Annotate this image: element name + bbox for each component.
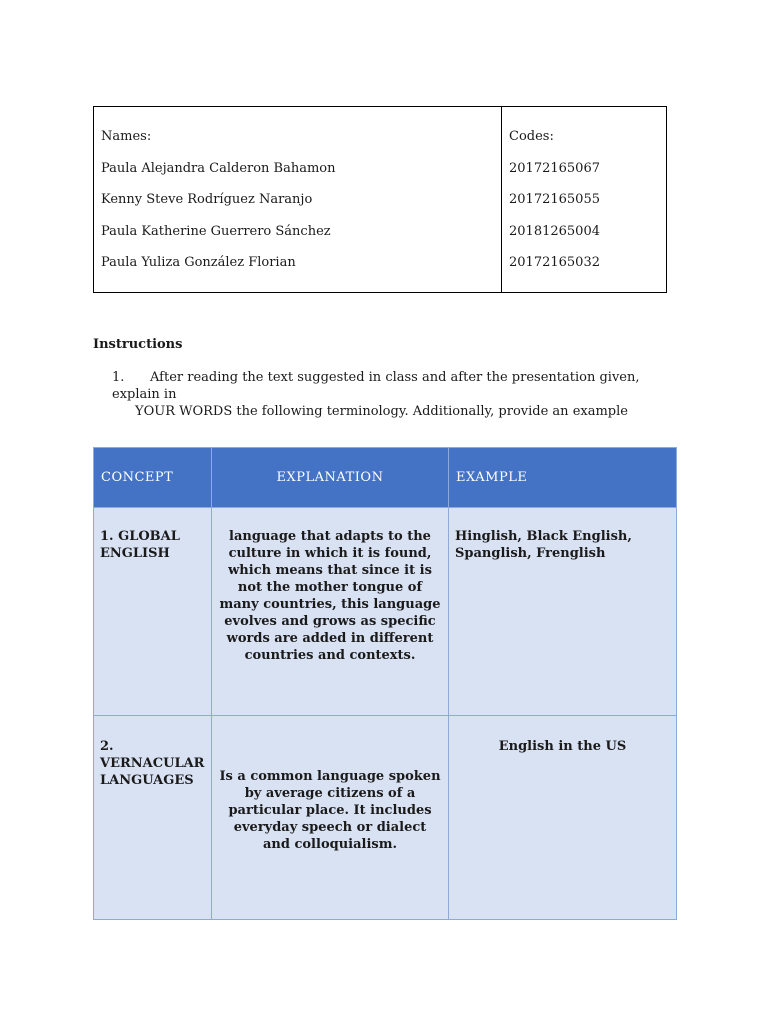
explanation-cell: language that adapts to the culture in which it is found, which means that since it is not the mother tongue of many countries, this language evolves and grows as specific words are added in different countries and contexts. — [212, 508, 449, 716]
example-cell: English in the US — [449, 716, 677, 920]
instruction-item — [112, 369, 672, 420]
example-cell: Hinglish, Black English, Spanglish, Frenglish — [449, 508, 677, 716]
concept-cell: 1. GLOBAL ENGLISH — [94, 508, 212, 716]
concept-cell: 2. VERNACULAR LANGUAGES — [94, 716, 212, 920]
student-code: 20172165055 — [509, 192, 600, 207]
concept-table — [93, 447, 677, 920]
student-name: Paula Alejandra Calderon Bahamon — [101, 160, 336, 176]
table-header-row — [94, 448, 677, 508]
header-example: EXAMPLE — [449, 448, 677, 508]
student-name: Paula Katherine Guerrero Sánchez — [101, 223, 331, 239]
instruction-text-line2: YOUR WORDS the following terminology. Additionally, provide an example — [135, 404, 628, 419]
header-concept: CONCEPT — [94, 448, 212, 508]
instruction-text-line1: After reading the text suggested in class and after the presentation given, explain in — [112, 370, 640, 402]
codes-column — [502, 107, 666, 292]
student-name: Paula Yuliza González Florian — [101, 255, 296, 270]
instruction-number: 1. — [112, 370, 125, 385]
instructions-heading: Instructions — [93, 337, 183, 352]
codes-label: Codes: — [509, 129, 554, 144]
table-row — [94, 716, 677, 920]
names-column — [94, 107, 502, 292]
header-explanation: EXPLANATION — [212, 448, 449, 508]
student-name: Kenny Steve Rodríguez Naranjo — [101, 192, 313, 207]
student-code: 20172165032 — [509, 255, 600, 270]
explanation-cell: Is a common language spoken by average citizens of a particular place. It includes everyday speech or dialect and colloquialism. — [212, 716, 449, 920]
names-codes-table — [93, 106, 667, 293]
student-code: 20172165067 — [509, 160, 600, 176]
names-label: Names: — [101, 129, 152, 144]
table-row — [94, 508, 677, 716]
student-code: 20181265004 — [509, 223, 600, 239]
